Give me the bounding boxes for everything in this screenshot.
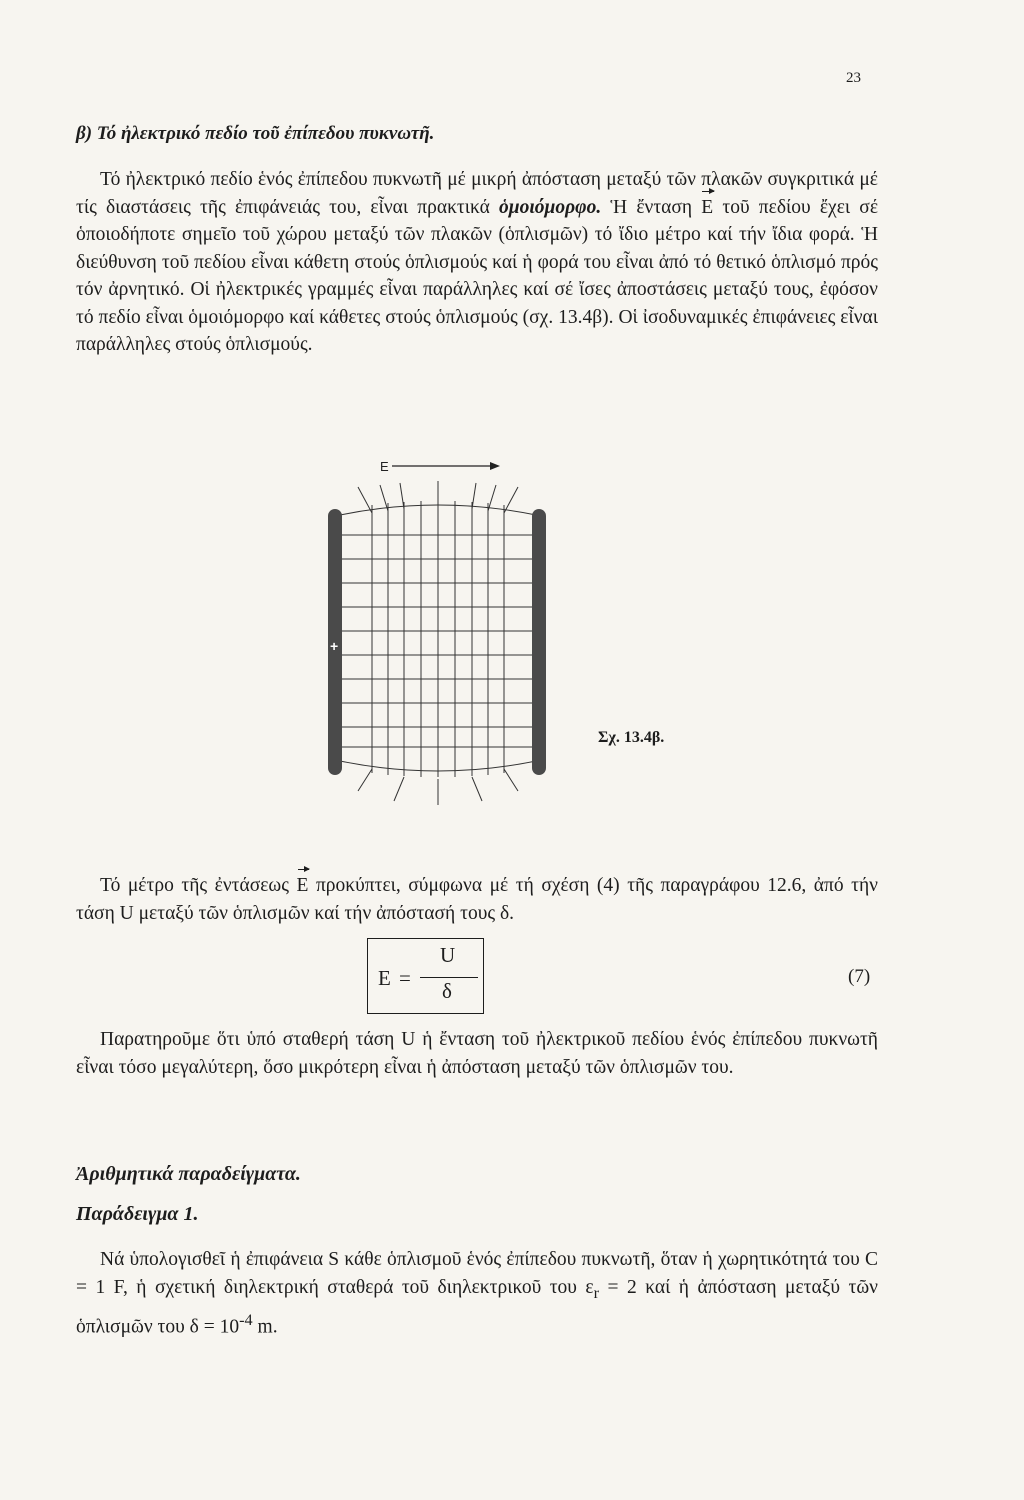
plus-sign: + [330,638,339,654]
intro-emphasis: ὁμοιόμορφο. [499,196,602,218]
field-arrow-head [490,462,500,470]
intro-paragraph [76,166,878,359]
formula-box [367,938,484,1014]
formula-fraction-bar [420,977,478,978]
formula-denominator: δ [442,979,452,1003]
magnitude-text-1: Τό μέτρο τῆς ἐντάσεως [100,875,297,896]
equation-number: (7) [848,966,871,987]
section-title: β) Τό ἠλεκτρικό πεδίο τοῦ ἐπίπεδου πυκνωτῆ. [76,123,435,144]
intro-text-1: Τό ἠλεκτρικό πεδίο ἑνός ἐπίπεδου πυκνωτῆ μέ μικρή ἀπόσταση μεταξύ τῶν πλακῶν συγκριτικά μέ τίς διαστάσεις τῆς ἐπιφάνειάς του, εἶναι πρακτικά [76,169,878,218]
vector-e-symbol: E [701,194,713,222]
fringe-line [504,769,518,791]
page-number: 23 [846,70,861,86]
example-1-text-3: m. [252,1316,278,1338]
capacitor-field-figure [300,455,590,825]
formula-lhs: E [378,966,391,990]
fringe-line [380,485,388,511]
intro-text-3: τοῦ πεδίου ἔχει σέ ὁποιοδήποτε σημεῖο τοῦ χώρου μεταξύ τῶν πλακῶν (ὁπλισμῶν) τό ἴδιο μέτρο καί τήν ἴδια φορά. Ἡ διεύθυνση τοῦ πεδίου εἶναι κάθετη στούς ὁπλισμούς καί ἡ φορά του εἶναι ἀπό τό θετικό ὁπλισμό πρός τόν ἀρνητικό. Οἱ ἠλεκτρικές γραμμές εἶναι παράλληλες καί σέ ἴσες ἀποστάσεις μεταξύ τους, ἐφόσον τό πεδίο εἶναι ὁμοιόμορφο καί κάθετες στούς ὁπλισμούς (σχ. 13.4β). Οἱ ἰσοδυναμικές ἐπιφάνειες εἶναι παράλληλες στούς ὁπλισμούς. [76,196,879,355]
example-1-subscript: r [593,1283,600,1302]
example-1-exponent: -4 [239,1310,253,1329]
observation-paragraph [76,1026,878,1081]
fringe-line [472,483,476,509]
fringe-line [358,769,372,791]
fringe-line [394,777,404,801]
intro-text-2: Ἡ ἔνταση [601,196,702,218]
fringe-line [358,487,372,513]
example-1-text-1: Νά ὑπολογισθεῖ ἡ ἐπιφάνεια S κάθε ὁπλισμοῦ ἑνός ἐπίπεδου πυκνωτῆ, ὅταν ἡ χωρητικότητά του C = 1 F, ἡ σχετική διηλεκτρική σταθερά τοῦ διηλεκτρικοῦ του ε [76,1249,878,1298]
magnitude-text-2: προκύπτει, σύμφωνα μέ τή σχέση (4) τῆς παραγράφου 12.6, ἀπό τήν τάση U μεταξύ τῶν ὁπλισμῶν καί τήν ἀπόστασή τους δ. [76,875,878,924]
fringe-line [472,777,482,801]
fringe-line [504,487,518,513]
formula-equals: = [399,966,411,990]
figure-caption: Σχ. 13.4β. [598,729,665,746]
example-1-paragraph [76,1246,878,1341]
magnitude-paragraph [76,872,878,927]
example-1-text-2: = 2 καί ἡ ἀπόσταση μεταξύ τῶν ὁπλισμῶν του δ = 10 [76,1276,879,1338]
fringe-line [400,483,404,509]
examples-heading: Ἀριθμητικά παραδείγματα. [76,1163,301,1185]
observation-text: Παρατηροῦμε ὅτι ὑπό σταθερή τάση U ἡ ἔνταση τοῦ ἠλεκτρικοῦ πεδίου ἑνός ἐπίπεδου πυκνωτῆ εἶναι τόσο μεγαλύτερη, ὅσο μικρότερη εἶναι ἡ ἀπόσταση μεταξύ τῶν ὁπλισμῶν του. [76,1029,878,1078]
negative-plate [532,509,546,775]
fringe-line [488,485,496,511]
field-label: E [380,459,389,474]
example-title: Παράδειγμα 1. [76,1203,199,1225]
formula-numerator: U [440,943,456,967]
vector-e-symbol: E [297,872,309,900]
